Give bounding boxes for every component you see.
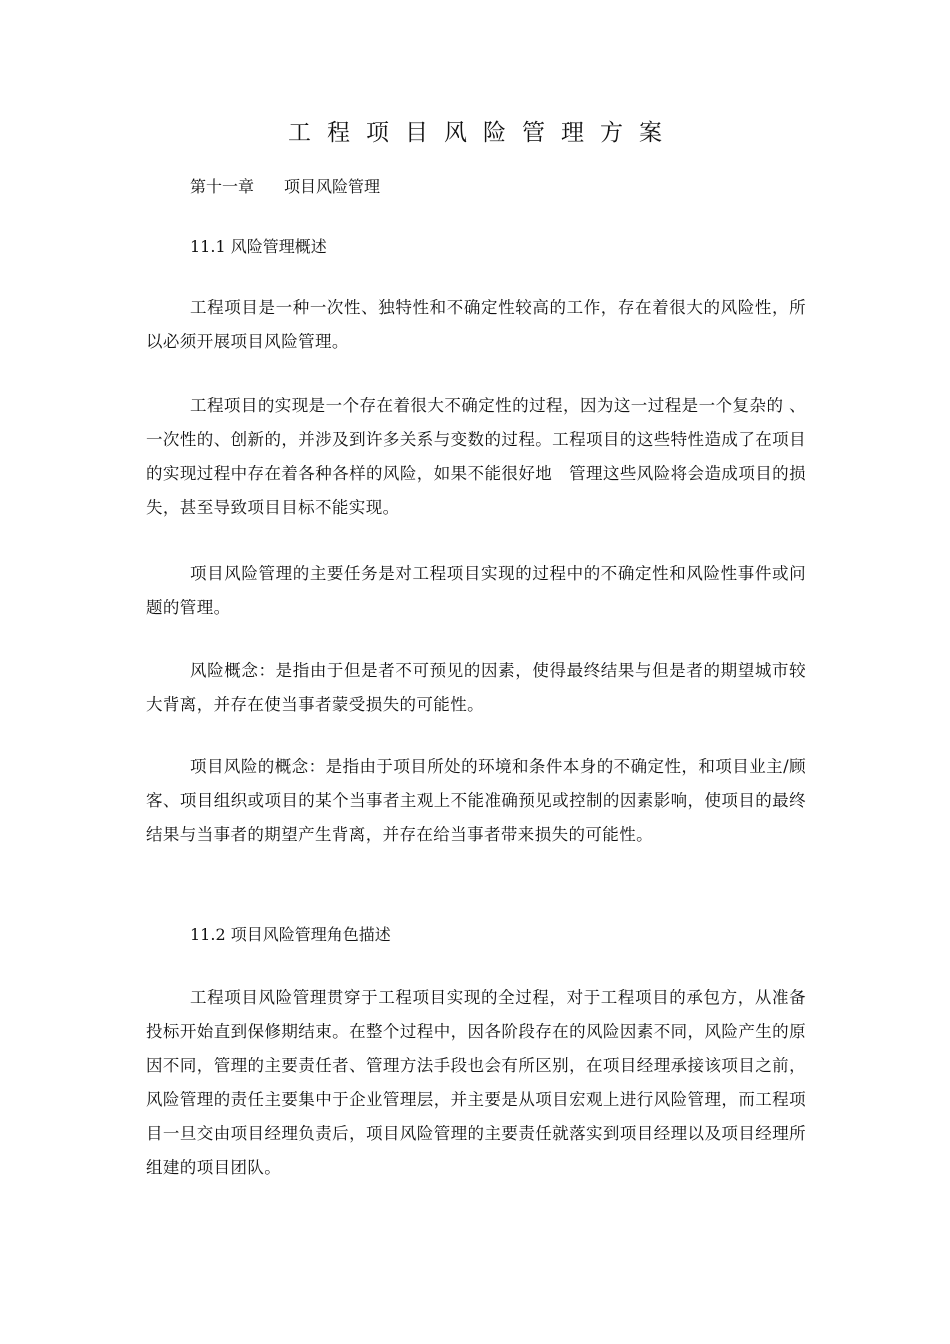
document-title: 工程项目风险管理方案 (288, 120, 678, 146)
paragraph: 项目风险管理的主要任务是对工程项目实现的过程中的不确定性和风险性事件或问题的管理。 (146, 564, 806, 617)
paragraph: 项目风险的概念：是指由于项目所处的环境和条件本身的不确定性，和项目业主/顾客、项目组织或项目的某个当事者主观上不能准确预见或控制的因素影响，使项目的最终结果与当事者的期望产生背离，并存在给当事者带来损失的可能性。 (146, 757, 806, 844)
paragraph: 工程项目风险管理贯穿于工程项目实现的全过程，对于工程项目的承包方，从准备投标开始直到保修期结束。在整个过程中，因各阶段存在的风险因素不同，风险产生的原因不同，管理的主要责任者、管理方法手段也会有所区别，在项目经理承接该项目之前，风险管理的责任主要集中于企业管理层，并主要是从项目宏观上进行风险管理，而工程项目一旦交由项目经理负责后，项目风险管理的主要责任就落实到项目经理以及项目经理所组建的项目团队。 (146, 988, 806, 1177)
paragraph: 工程项目的实现是一个存在着很大不确定性的过程，因为这一过程是一个复杂的 、一次性的、创新的，并涉及到许多关系与变数的过程。工程项目的这些特性造成了在项目的实现过程中存在着各种各样的风险，如果不能很好地 管理这些风险将会造成项目的损失，甚至导致项目目标不能实现。 (146, 396, 806, 517)
paragraph: 工程项目是一种一次性、独特性和不确定性较高的工作，存在着很大的风险性，所以必须开展项目风险管理。 (146, 298, 806, 351)
chapter-heading (190, 174, 380, 200)
section-heading-11-2: 11.2 项目风险管理角色描述 (190, 925, 391, 944)
section-heading-11-1: 11.1 风险管理概述 (190, 237, 327, 256)
chapter-name: 项目风险管理 (284, 177, 381, 196)
paragraph: 风险概念：是指由于但是者不可预见的因素，使得最终结果与但是者的期望城市较大背离，并存在使当事者蒙受损失的可能性。 (146, 661, 806, 714)
chapter-number: 第十一章 (190, 177, 255, 196)
